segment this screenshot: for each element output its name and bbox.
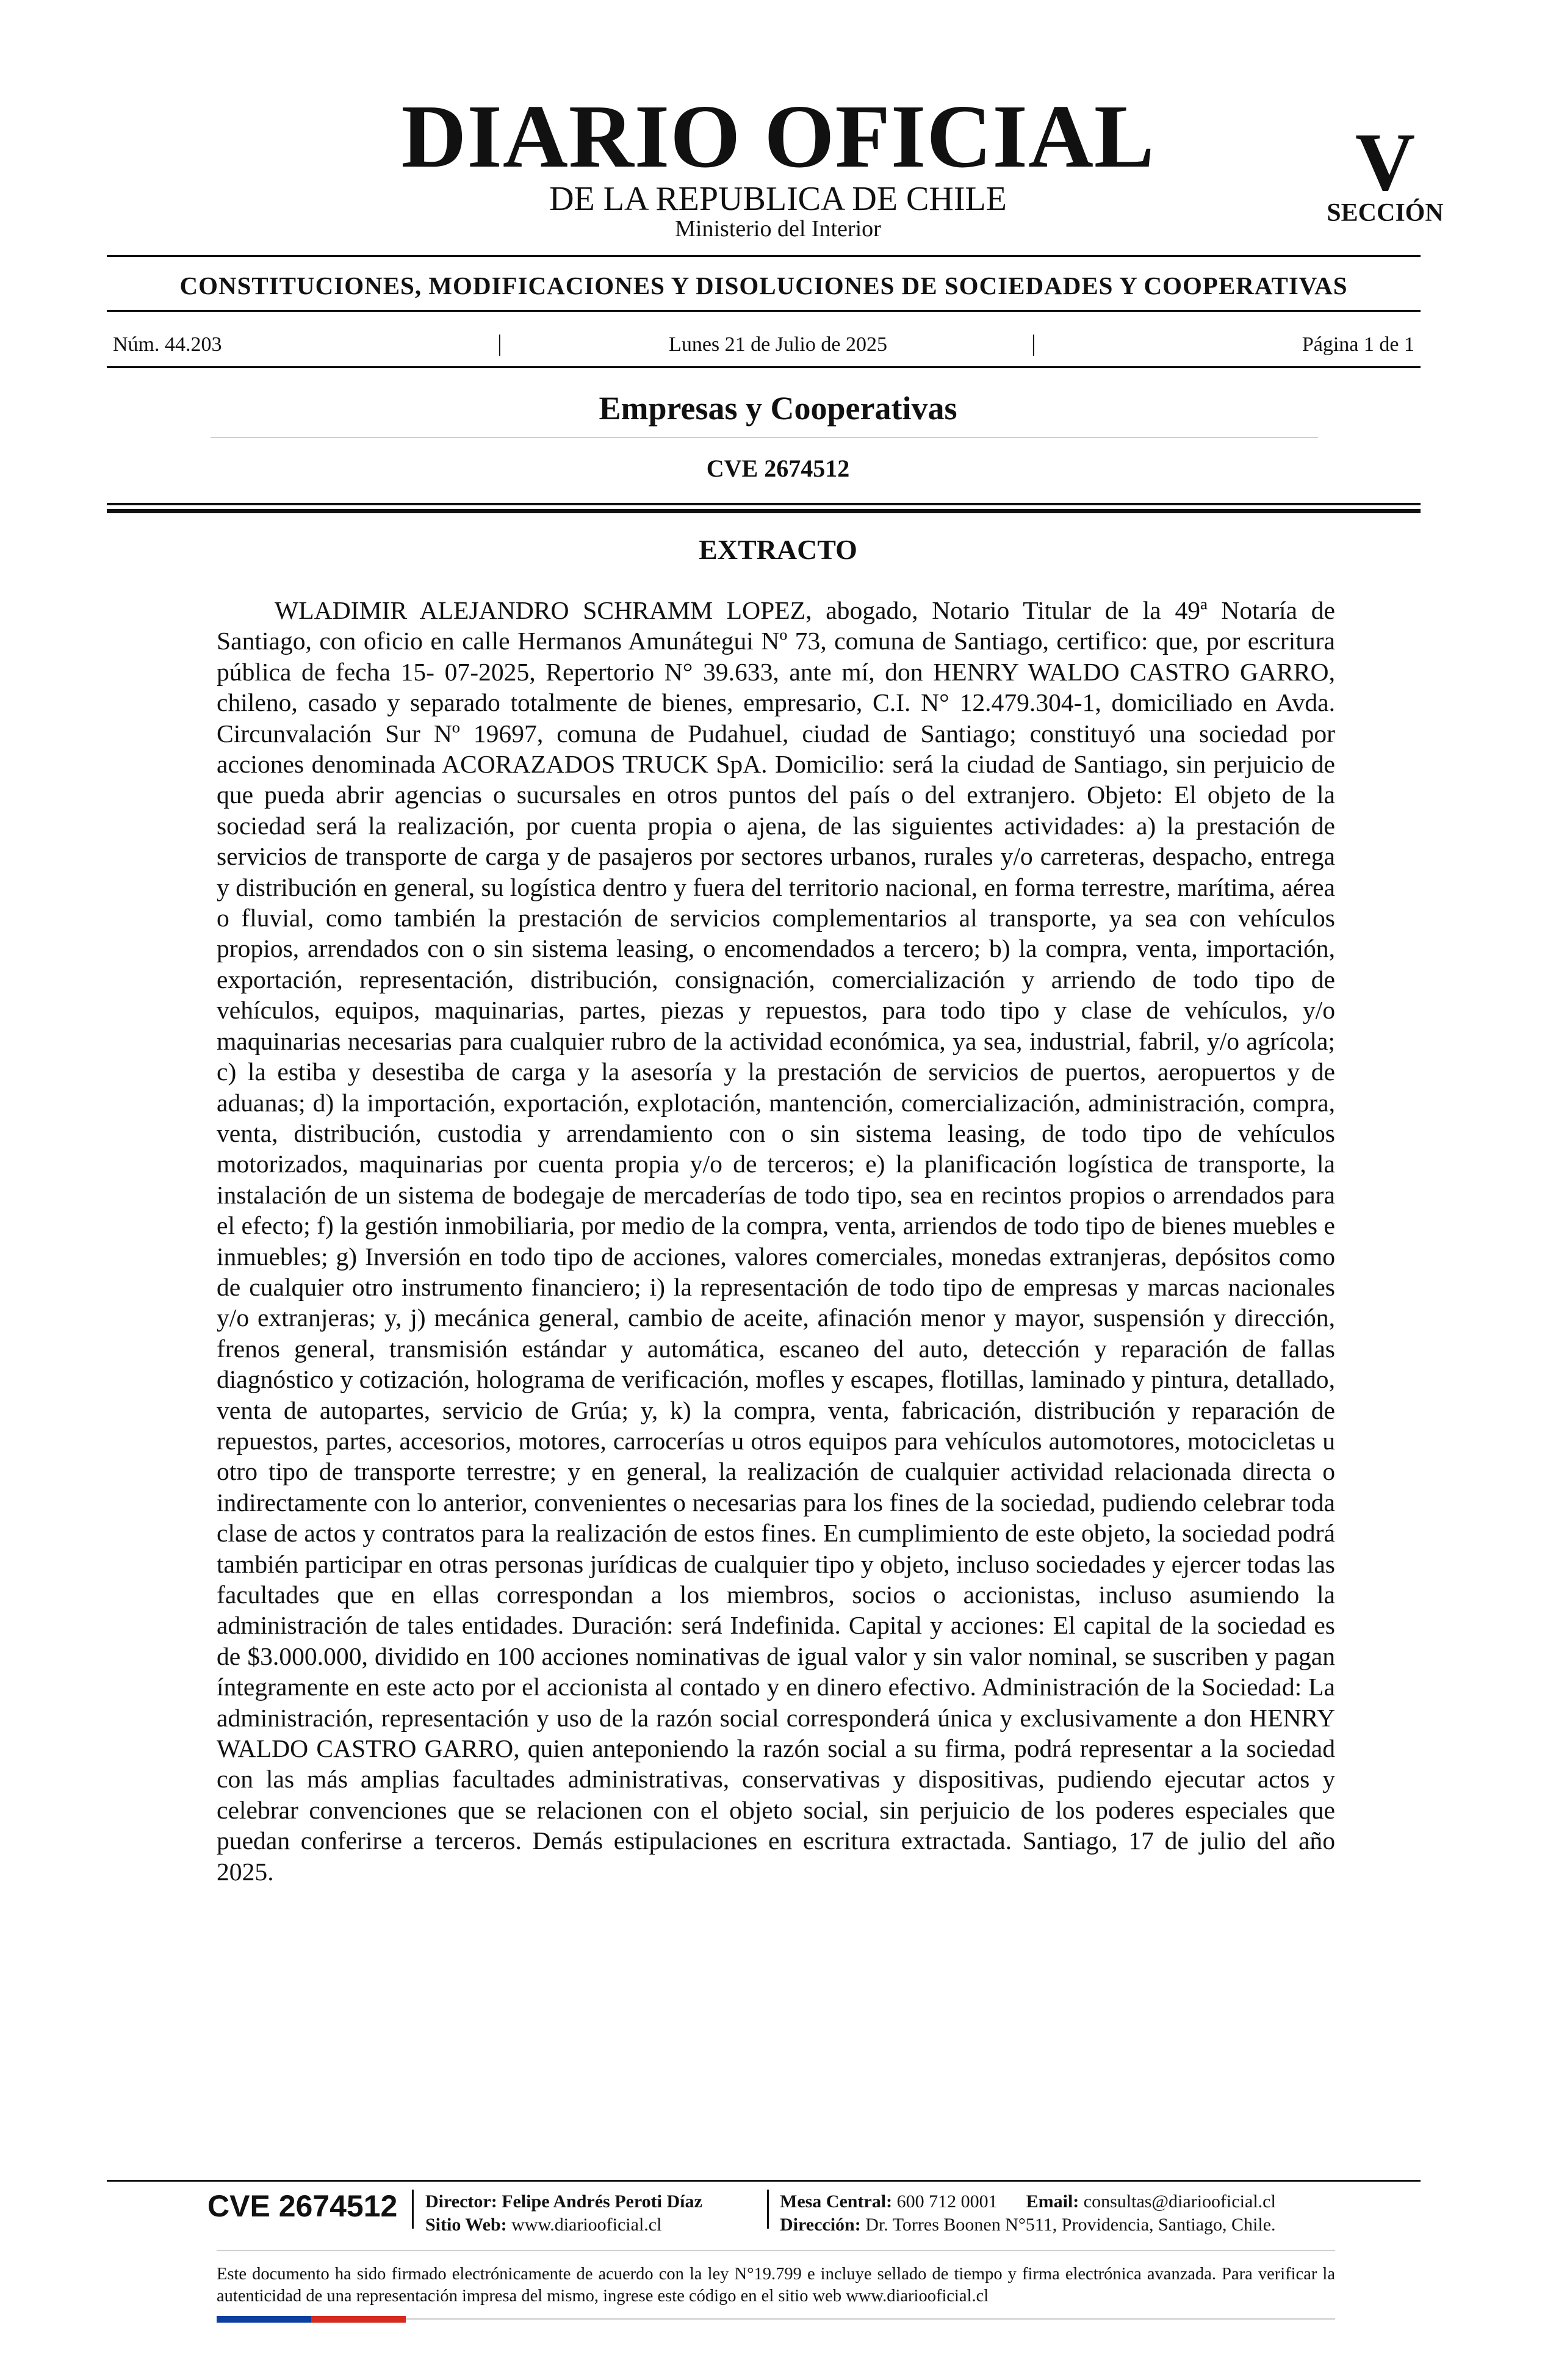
footer-cve-code: CVE 2674512 xyxy=(207,2189,398,2223)
cve-code: CVE 2674512 xyxy=(706,455,850,482)
flag-stripe-line xyxy=(406,2318,1335,2320)
footer-divider-thin xyxy=(217,2250,1335,2251)
footer-director xyxy=(425,2193,702,2211)
page-number: Página 1 de 1 xyxy=(1302,333,1414,356)
footer-legal-note: Este documento ha sido firmado electrónicamente de acuerdo con la ley N°19.799 e incluye sellado de tiempo y firma electrónica avanzada. Para verificar la autenticidad de una representación impresa del mismo, ingrese este código en el sitio web www.diariooficial.cl xyxy=(217,2265,1335,2306)
footer-phone-email xyxy=(780,2193,1276,2211)
address-label: Dirección: xyxy=(780,2215,861,2235)
phone-label: Mesa Central: xyxy=(780,2191,893,2212)
meta-rule xyxy=(107,366,1421,368)
document-title: EXTRACTO xyxy=(699,534,857,565)
meta-separator: | xyxy=(1031,331,1036,356)
section-letter: V xyxy=(1355,117,1416,208)
meta-separator: | xyxy=(497,331,502,356)
document-body: WLADIMIR ALEJANDRO SCHRAMM LOPEZ, abogado, Notario Titular de la 49ª Notaría de Santiago, con oficio en calle Hermanos Amunátegui Nº 73, comuna de Santiago, certifico: que, por escritura pública de fecha 15- 07-2025, Repertorio N° 39.633, ante mí, don HENRY WALDO CASTRO GARRO, chileno, casado y separado totalmente de bienes, empresario, C.I. N° 12.479.304-1, domiciliado en Avda. Circunvalación Sur Nº 19697, comuna de Pudahuel, ciudad de Santiago; constituyó una sociedad por acciones denominada ACORAZADOS TRUCK SpA. Domicilio: será la ciudad de Santiago, sin perjuicio de que pueda abrir agencias o sucursales en otros puntos del país o del extranjero. Objeto: El objeto de la sociedad será la realización, por cuenta propia o ajena, de las siguientes actividades: a) la prestación de servicios de transporte de carga y de pasajeros por sectores urbanos, rurales y/o carreteras, despacho, entrega y distribución en general, su logística dentro y fuera del territorio nacional, en forma terrestre, marítima, aérea o fluvial, como también la prestación de servicios complementarios al transporte, ya sea con vehículos propios, arrendados con o sin sistema leasing, o encomendados a tercero; b) la compra, venta, importación, exportación, representación, distribución, consignación, comercialización y arriendo de todo tipo de vehículos, equipos, maquinarias, partes, piezas y repuestos, para todo tipo y clase de vehículos, y/o maquinarias necesarias para cualquier rubro de la actividad económica, ya sea, industrial, fabril, y/o agrícola; c) la estiba y desestiba de carga y la asesoría y la prestación de servicios de puertos, aeropuertos y de aduanas; d) la importación, exportación, explotación, mantención, comercialización, administración, compra, venta, distribución, custodia y arrendamiento con o sin sistema leasing, de todo tipo de vehículos motorizados, maquinarias por cuenta propia y/o de terceros; e) la planificación logística de transporte, la instalación de un sistema de bodegaje de mercaderías de todo tipo, sea en recintos propios o arrendados para el efecto; f) la gestión inmobiliaria, por medio de la compra, venta, arriendos de todo tipo de bienes muebles e inmuebles; g) Inversión en todo tipo de acciones, valores comerciales, monedas extranjeras, depósitos como de cualquier otro instrumento financiero; i) la representación de todo tipo de empresas y marcas nacionales y/o extranjeras; y, j) mecánica general, cambio de aceite, afinación menor y mayor, suspensión y dirección, frenos general, transmisión estándar y automática, escaneo del auto, detección y reparación de fallas diagnóstico y cotización, holograma de verificación, mofles y escapes, flotillas, laminado y pintura, detallado, venta de autopartes, servicio de Grúa; y, k) la compra, venta, fabricación, distribución y reparación de repuestos, partes, accesorios, motores, carrocerías u otros equipos para vehículos automotores, motocicletas u otro tipo de transporte terrestre; y en general, la realización de cualquier actividad relacionada directa o indirectamente con lo anterior, convenientes o necesarias para los fines de la sociedad, pudiendo celebrar toda clase de actos y contratos para la realización de estos fines. En cumplimiento de este objeto, la sociedad podrá también participar en otras personas jurídicas de cualquier tipo y objeto, incluso sociedades y ejercer todas las facultades que en ellas correspondan a los miembros, socios o accionistas, incluso asumiendo la administración de tales entidades. Duración: será Indefinida. Capital y acciones: El capital de la sociedad es de $3.000.000, dividido en 100 acciones nominativas de igual valor y sin valor nominal, se suscriben y pagan íntegramente en este acto por el accionista al contado y en dinero efectivo. Administración de la Sociedad: La administración, representación y uso de la razón social corresponderá única y exclusivamente a don HENRY WALDO CASTRO GARRO, quien anteponiendo la razón social a su firma, podrá representar a la sociedad con las más amplias facultades administrativas, conservativas y dispositivas, pudiendo ejecutar actos y celebrar convenciones que se relacionen con el objeto social, sin perjuicio de los poderes especiales que puedan conferirse a terceros. Demás estipulaciones en escritura extractada. Santiago, 17 de julio del año 2025. xyxy=(217,596,1335,1886)
masthead-title: DIARIO OFICIAL xyxy=(401,87,1155,187)
director-label: Director: xyxy=(425,2191,497,2212)
footer-rule xyxy=(107,2180,1421,2182)
email-label: Email: xyxy=(1026,2191,1079,2212)
phone-value: 600 712 0001 xyxy=(896,2191,998,2212)
issue-number: Núm. 44.203 xyxy=(113,333,222,356)
footer-website xyxy=(425,2216,661,2234)
address-value: Dr. Torres Boonen N°511, Providencia, Santiago, Chile. xyxy=(865,2215,1276,2235)
website-link[interactable]: www.diariooficial.cl xyxy=(511,2215,662,2235)
footer-divider-right xyxy=(767,2190,769,2229)
flag-stripe-red xyxy=(311,2316,406,2323)
issue-date: Lunes 21 de Julio de 2025 xyxy=(669,333,887,356)
email-link[interactable]: consultas@diariooficial.cl xyxy=(1083,2191,1276,2212)
footer-divider-left xyxy=(412,2190,414,2229)
flag-stripe-blue xyxy=(217,2316,311,2323)
category-title: Empresas y Cooperativas xyxy=(599,390,957,427)
footer-address xyxy=(780,2216,1276,2234)
section-label: SECCIÓN xyxy=(1327,199,1444,227)
masthead-subtitle: DE LA REPUBLICA DE CHILE xyxy=(549,180,1007,218)
section-heading: CONSTITUCIONES, MODIFICACIONES Y DISOLUCIONES DE SOCIEDADES Y COOPERATIVAS xyxy=(179,272,1348,300)
section-heading-rule xyxy=(107,310,1421,312)
header-double-rule-bottom xyxy=(107,509,1421,513)
masthead-rule-top xyxy=(107,255,1421,257)
director-name: Felipe Andrés Peroti Díaz xyxy=(502,2191,702,2212)
category-divider xyxy=(211,437,1318,438)
header-double-rule-top xyxy=(107,503,1421,505)
masthead-ministry: Ministerio del Interior xyxy=(675,216,881,242)
website-label: Sitio Web: xyxy=(425,2215,507,2235)
